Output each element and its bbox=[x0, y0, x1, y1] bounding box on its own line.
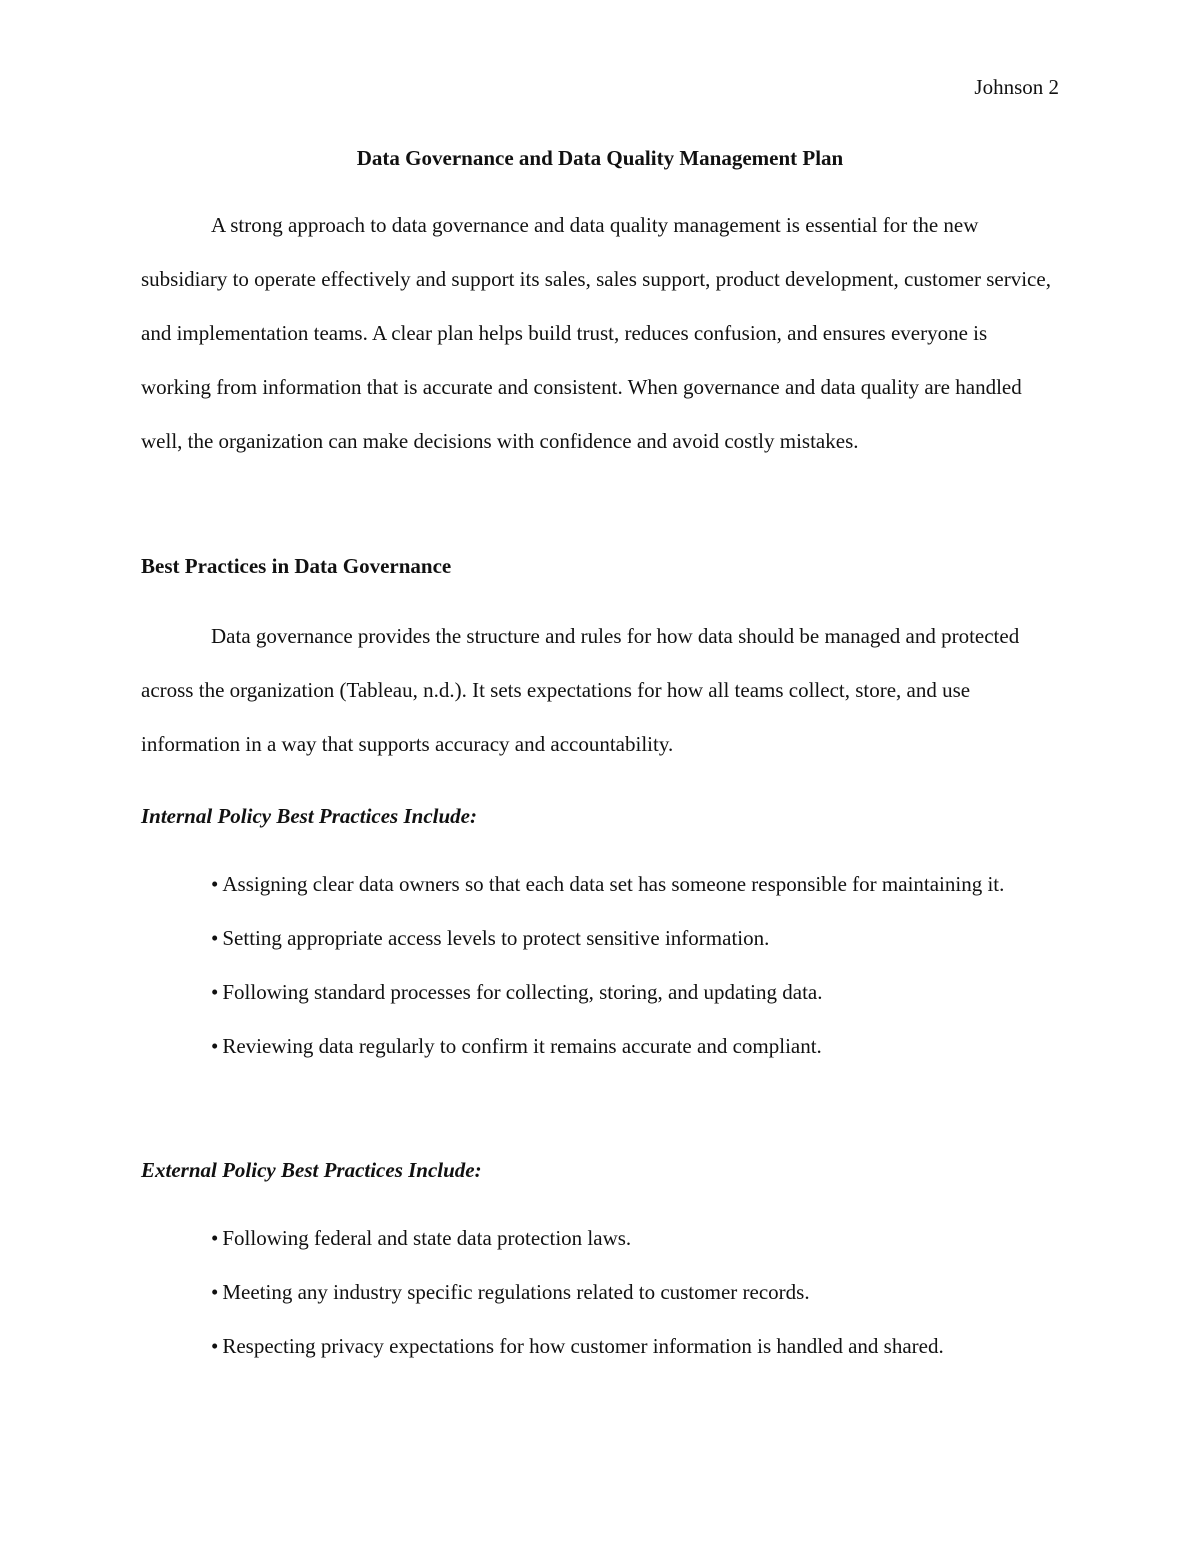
intro-paragraph: A strong approach to data governance and data quality management is essential for the new subsidiary to operate effectively and support its sales, sales support, product development, customer service, and implementation teams. A clear plan helps build trust, reduces confusion, and ensures everyone is working from information that is accurate and consistent. When governance and data quality are handled well, the organization can make decisions with confidence and avoid costly mistakes. bbox=[141, 213, 1051, 453]
list-item bbox=[211, 965, 1041, 1019]
list-item-text: Reviewing data regularly to confirm it remains accurate and compliant. bbox=[222, 1034, 822, 1058]
bullet-icon: • bbox=[211, 980, 219, 1004]
list-item bbox=[211, 1265, 1041, 1319]
list-item bbox=[211, 1211, 1041, 1265]
external-policy-heading: External Policy Best Practices Include: bbox=[141, 1158, 482, 1182]
list-item-text: Following standard processes for collecting, storing, and updating data. bbox=[222, 980, 823, 1004]
list-item-text: Assigning clear data owners so that each data set has someone responsible for maintaining it. bbox=[222, 872, 1005, 896]
list-item-text: Meeting any industry specific regulations related to customer records. bbox=[222, 1280, 810, 1304]
list-item bbox=[211, 1019, 1041, 1073]
external-policy-list bbox=[211, 1211, 1041, 1373]
list-item bbox=[211, 1319, 1041, 1373]
bullet-icon: • bbox=[211, 1334, 219, 1358]
bullet-icon: • bbox=[211, 1280, 219, 1304]
bullet-icon: • bbox=[211, 926, 219, 950]
section-heading: Best Practices in Data Governance bbox=[141, 554, 452, 578]
running-head: Johnson 2 bbox=[974, 75, 1059, 99]
bullet-icon: • bbox=[211, 872, 219, 896]
bullet-icon: • bbox=[211, 1034, 219, 1058]
list-item bbox=[211, 911, 1041, 965]
list-item bbox=[211, 857, 1041, 911]
internal-policy-list bbox=[211, 857, 1041, 1073]
list-item-text: Respecting privacy expectations for how customer information is handled and shared. bbox=[222, 1334, 944, 1358]
intro-section bbox=[141, 198, 1061, 468]
governance-section bbox=[141, 609, 1061, 771]
section-paragraph: Data governance provides the structure and rules for how data should be managed and protected across the organization (Tableau, n.d.). It sets expectations for how all teams collect, store, and use information in a way that supports accuracy and accountability. bbox=[141, 624, 1020, 756]
internal-policy-heading: Internal Policy Best Practices Include: bbox=[141, 804, 477, 828]
page-title: Data Governance and Data Quality Management Plan bbox=[356, 146, 844, 170]
bullet-icon: • bbox=[211, 1226, 219, 1250]
list-item-text: Following federal and state data protection laws. bbox=[222, 1226, 632, 1250]
list-item-text: Setting appropriate access levels to protect sensitive information. bbox=[222, 926, 770, 950]
